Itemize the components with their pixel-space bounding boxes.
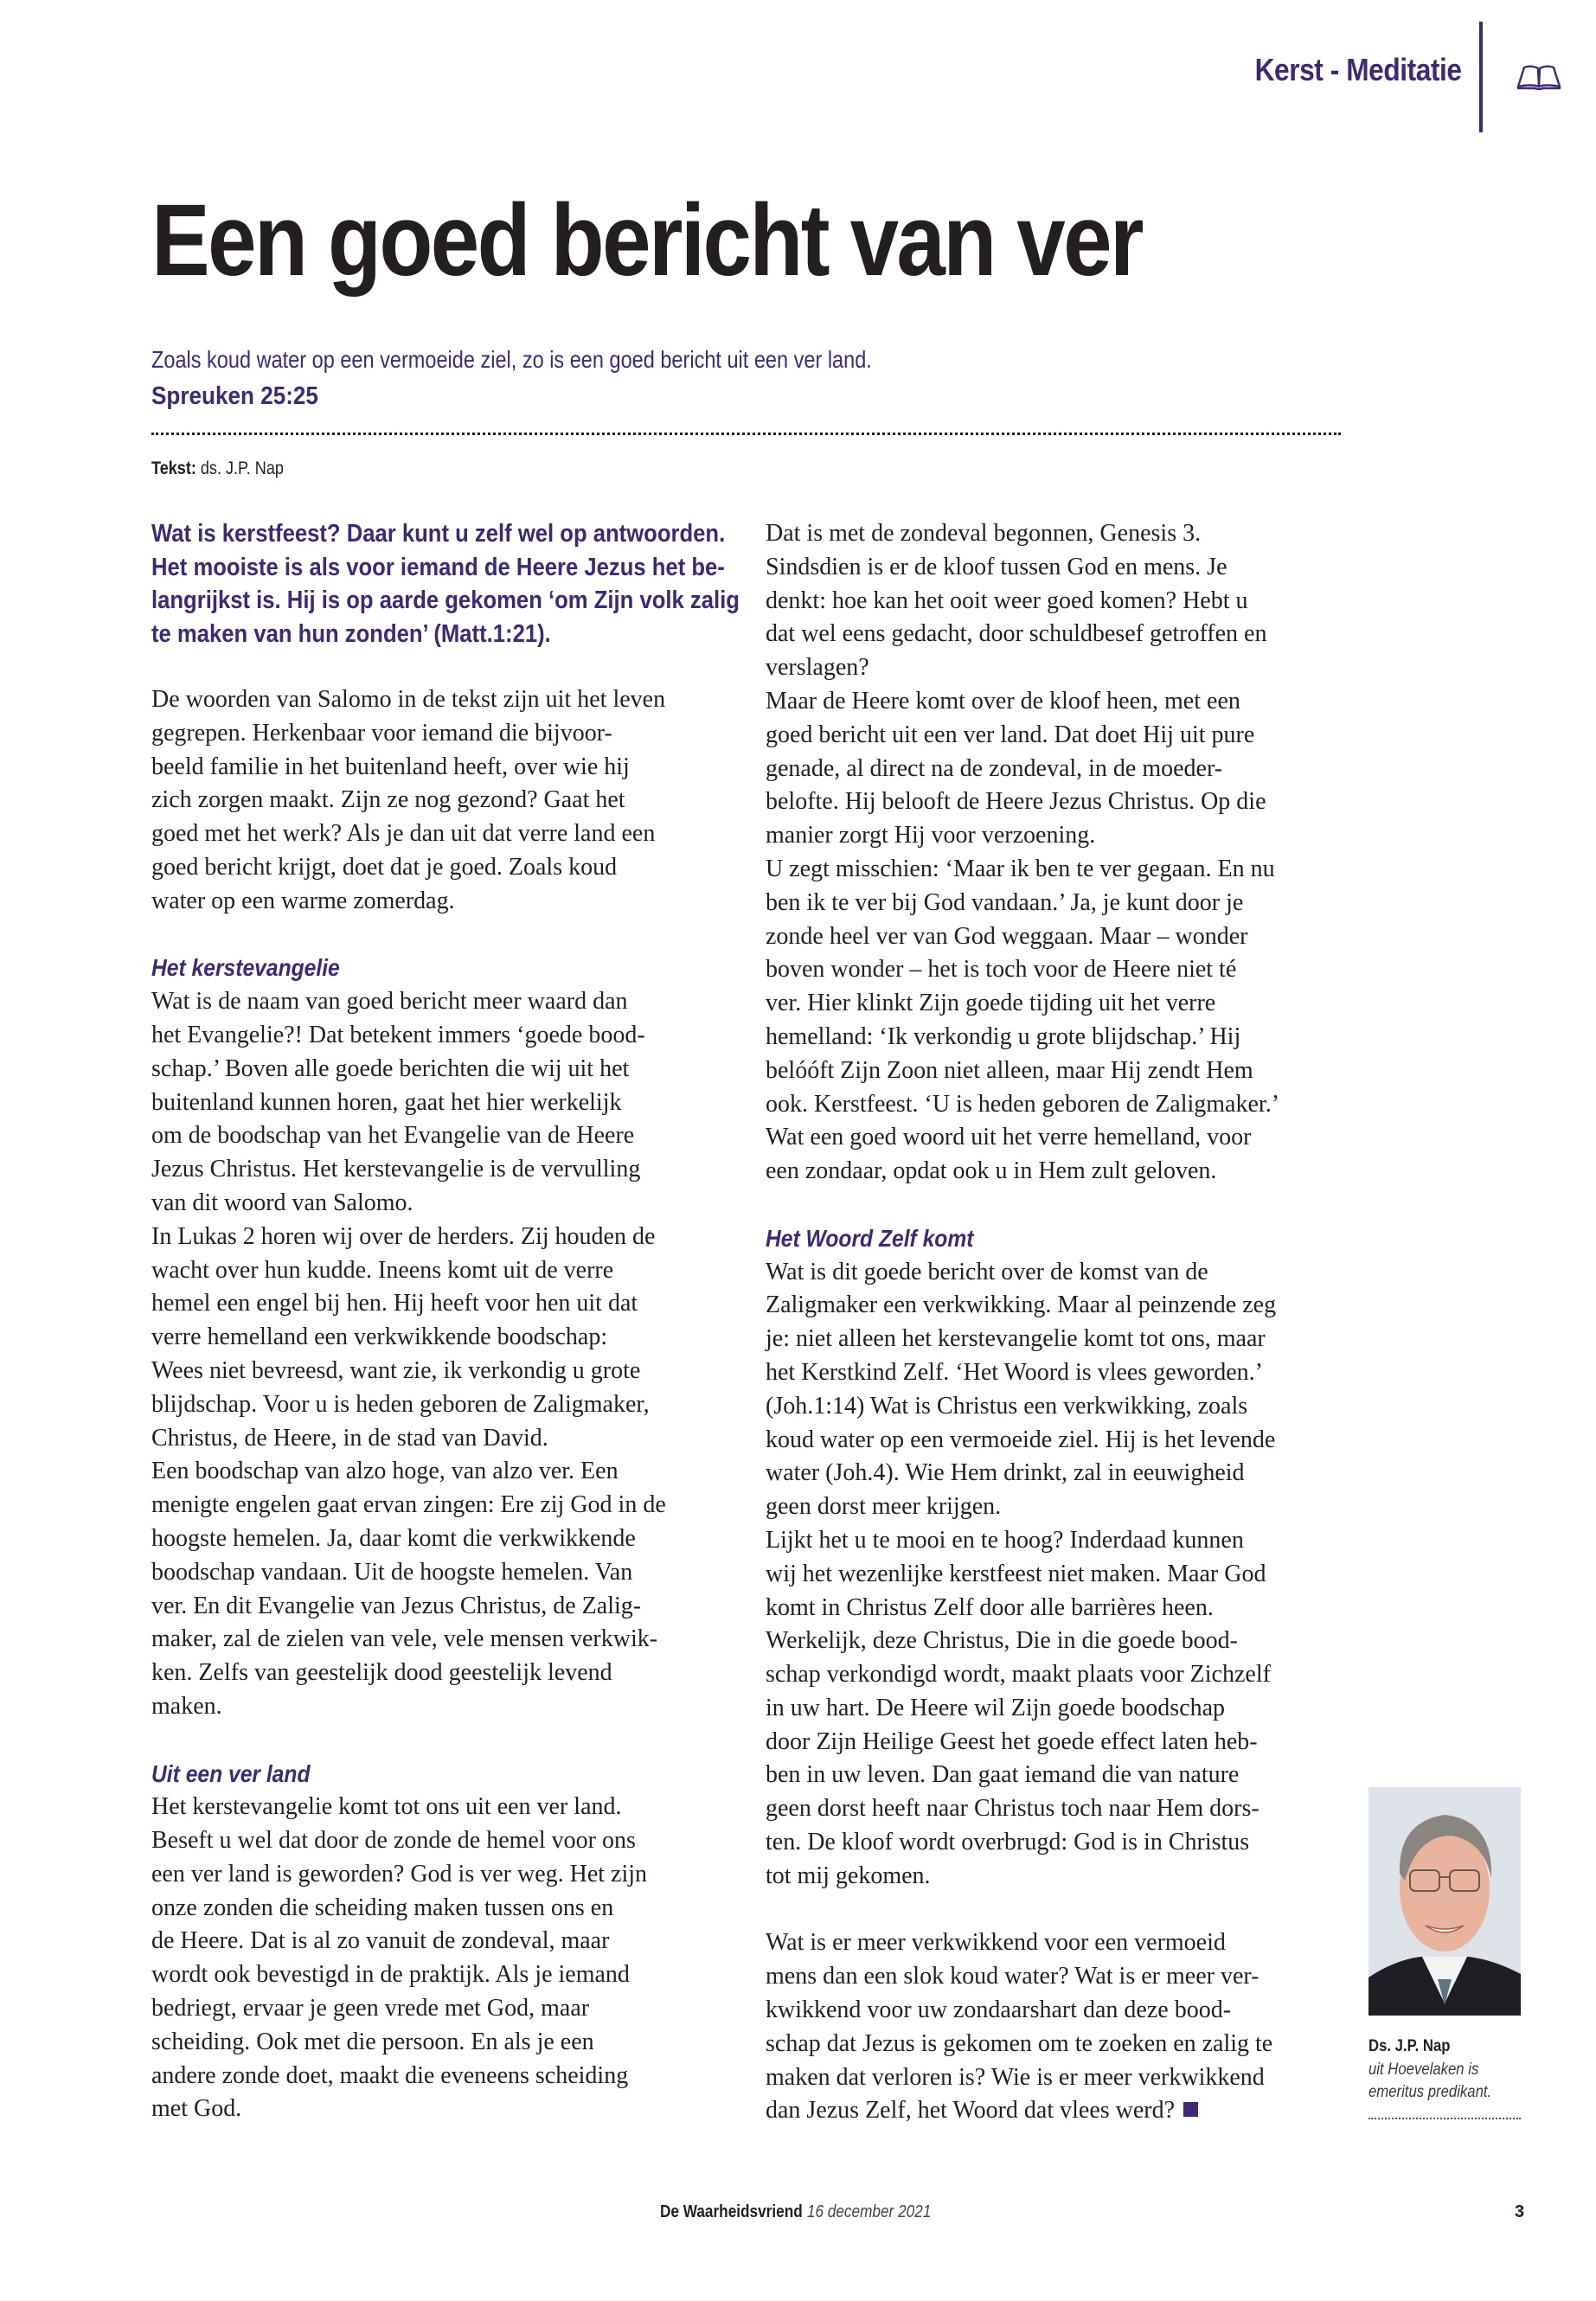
continued-paragraph [766, 517, 1336, 1189]
section-uit-een-ver-land [151, 1791, 722, 2126]
text-line: schap verkondigd wordt, maakt plaats voor Zichzelf [766, 1661, 1271, 1689]
text-line: ook. Kerstfeest. ‘U is heden geboren de Zaligmaker.’ [766, 1090, 1280, 1118]
dotted-divider [151, 433, 1341, 435]
text-line: Wat is kerstfeest? Daar kunt u zelf wel op antwoorden. [151, 520, 726, 548]
closing-paragraph [766, 1926, 1336, 2128]
text-line: hemel een engel bij hen. Hij heeft voor hen uit dat [151, 1290, 638, 1317]
text-line: Beseft u wel dat door de zonde de hemel voor ons [151, 1827, 636, 1855]
publication-date: 16 december 2021 [806, 2202, 932, 2221]
text-line: belóóft Zijn Zoon niet alleen, maar Hij zendt Hem [766, 1056, 1253, 1084]
text-line: (Joh.1:14) Wat is Christus een verkwikking, zoals [766, 1392, 1248, 1420]
text-line: een ver land is geworden? God is ver weg. Het zijn [151, 1860, 648, 1888]
text-line: zonde heel ver van God weggaan. Maar – wonder [766, 922, 1248, 950]
open-book-icon [1516, 62, 1562, 90]
lead-paragraph [151, 517, 740, 651]
text-line: beeld familie in het buitenland heeft, over wie hij [151, 753, 630, 780]
author-name: Ds. J.P. Nap [1368, 2037, 1451, 2055]
text-line: hemelland: ‘Ik verkondig u grote blijdschap.’ Hij [766, 1022, 1241, 1050]
text-line: zich zorgen maakt. Zijn ze nog gezond? Gaat het [151, 786, 625, 814]
text-line: in uw hart. De Heere wil Zijn goede boodschap [766, 1694, 1226, 1721]
end-of-article-mark [1183, 2102, 1198, 2117]
subhead-kerstevangelie: Het kerstevangelie [151, 954, 340, 982]
section-het-woord-zelf-komt [766, 1256, 1336, 1894]
text-line: ver. En dit Evangelie van Jezus Christus, de Zalig- [151, 1592, 642, 1619]
text-line: manier zorgt Hij voor verzoening. [766, 822, 1096, 849]
text-line: boodschap vandaan. Uit de hoogste hemelen. Van [151, 1558, 633, 1586]
text-line: het Kerstkind Zelf. ‘Het Woord is vlees geworden.’ [766, 1358, 1263, 1386]
text-line: schap dat Jezus is gekomen om te zoeken en zalig te [766, 2029, 1273, 2057]
text-line: geen dorst heeft naar Christus toch naar Hem dors- [766, 1795, 1259, 1823]
scripture-quote: Zoals koud water op een vermoeide ziel, zo is een goed bericht uit een ver land. [151, 346, 872, 373]
text-line: Christus, de Heere, in de stad van David. [151, 1424, 548, 1452]
text-line: verslagen? [766, 654, 869, 682]
text-line: hoogste hemelen. Ja, daar komt die verkwikkende [151, 1524, 636, 1552]
text-line: de Heere. Dat is al zo vanuit de zondeval, maar [151, 1927, 610, 1955]
byline-label: Tekst: [151, 458, 196, 478]
text-line: bedriegt, ervaar je geen vrede met God, maar [151, 1995, 590, 2022]
text-line: Wat is dit goede bericht over de komst van de [766, 1258, 1208, 1285]
text-line: water op een warme zomerdag. [151, 887, 455, 914]
text-line: Wat is er meer verkwikkend voor een vermoeid [766, 1929, 1226, 1957]
section-kerstevangelie [151, 985, 722, 1724]
text-line: met God. [151, 2095, 242, 2123]
publication-name: De Waarheidsvriend [660, 2202, 803, 2221]
text-line: Dat is met de zondeval begonnen, Genesis 3. [766, 520, 1202, 547]
text-line: belofte. Hij belooft de Heere Jezus Christus. Op die [766, 788, 1266, 816]
text-line: goed bericht krijgt, doet dat je goed. Zoals koud [151, 853, 618, 881]
text-line: onze zonden die scheiding maken tussen ons en [151, 1894, 614, 1921]
text-line: ver. Hier klinkt Zijn goede tijding uit het verre [766, 990, 1216, 1017]
text-line: Werkelijk, deze Christus, Die in die goede bood- [766, 1627, 1238, 1655]
text-line: Zaligmaker een verkwikking. Maar al peinzende zeg [766, 1292, 1277, 1319]
byline [151, 458, 284, 479]
text-line: scheiding. Ook met die persoon. En als je een [151, 2028, 594, 2055]
page-number: 3 [1515, 2202, 1525, 2221]
text-line: blijdschap. Voor u is heden geboren de Zaligmaker, [151, 1390, 650, 1418]
text-line: Wees niet bevreesd, want zie, ik verkondig u grote [151, 1356, 641, 1384]
text-line: je: niet alleen het kerstevangelie komt tot ons, maar [766, 1325, 1266, 1353]
text-line: In Lukas 2 horen wij over de herders. Zij houden de [151, 1222, 656, 1250]
text-line: maken. [151, 1692, 222, 1720]
byline-author: ds. J.P. Nap [200, 458, 284, 478]
text-line: ken. Zelfs van geestelijk dood geestelijk levend [151, 1659, 612, 1687]
text-line: U zegt misschien: ‘Maar ik ben te ver gegaan. En nu [766, 855, 1275, 882]
text-line: wordt ook bevestigd in de praktijk. Als je iemand [151, 1961, 630, 1989]
text-line: genade, al direct na de zondeval, in de moeder- [766, 754, 1223, 782]
text-line: boven wonder – het is toch voor de Heere niet té [766, 956, 1237, 984]
text-line: dan Jezus Zelf, het Woord dat vlees werd? [766, 2094, 1336, 2128]
text-line: wij het wezenlijke kerstfeest niet maken. Maar God [766, 1560, 1266, 1587]
left-column [151, 517, 740, 2126]
text-line: Sindsdien is er de kloof tussen God en mens. Je [766, 553, 1227, 580]
text-line: verre hemelland een verkwikkende boodschap: [151, 1324, 608, 1351]
text-line: Maar de Heere komt over de kloof heen, met een [766, 687, 1240, 715]
text-line: het Evangelie?! Dat betekent immers ‘goede bood- [151, 1021, 645, 1048]
header-divider [1479, 22, 1483, 132]
text-line: Lijkt het u te mooi en te hoog? Inderdaad kunnen [766, 1526, 1244, 1554]
text-line: Wat een goed woord uit het verre hemelland, voor [766, 1124, 1252, 1151]
text-line: van dit woord van Salomo. [151, 1189, 413, 1216]
text-line: water (Joh.4). Wie Hem drinkt, zal in eeuwigheid [766, 1459, 1245, 1487]
text-line: buitenland kunnen horen, gaat het hier werkelijk [151, 1088, 622, 1116]
text-line: kwikkend voor uw zondaarshart dan deze bood- [766, 1997, 1232, 2024]
text-line: denkt: hoe kan het ooit weer goed komen? Hebt u [766, 586, 1248, 614]
text-line: andere zonde doet, maakt die eveneens scheiding [151, 2061, 629, 2089]
author-photo [1368, 1787, 1521, 2016]
text-line: wacht over hun kudde. Ineens komt uit de verre [151, 1256, 614, 1284]
author-portrait-icon [1368, 1787, 1521, 2016]
text-line: maker, zal de zielen van vele, vele mensen verkwik- [151, 1625, 658, 1653]
subhead-uit-een-ver-land: Uit een ver land [151, 1759, 311, 1787]
section-label: Kerst - Meditatie [1255, 52, 1462, 87]
text-line: De woorden van Salomo in de tekst zijn uit het leven [151, 686, 666, 713]
text-line: ten. De kloof wordt overbrugd: God is in Christus [766, 1829, 1250, 1856]
text-line: maken dat verloren is? Wie is er meer verkwikkend [766, 2063, 1265, 2091]
text-line: tot mij gekomen. [766, 1862, 931, 1889]
text-line: te maken van hun zonden’ (Matt.1:21). [151, 619, 551, 648]
subhead-het-woord-zelf-komt: Het Woord Zelf komt [766, 1224, 974, 1252]
intro-paragraph [151, 683, 722, 919]
text-line: Het kerstevangelie komt tot ons uit een ver land. [151, 1793, 622, 1821]
author-description: uit Hoevelaken is emeritus predikant. [1368, 2061, 1492, 2101]
text-line: goed bericht uit een ver land. Dat doet Hij uit pure [766, 721, 1255, 748]
text-line: dat wel eens gedacht, door schuldbesef getroffen en [766, 620, 1267, 648]
text-line: goed met het werk? Als je dan uit dat verre land een [151, 820, 656, 848]
text-line: ben ik te ver bij God vandaan.’ Ja, je kunt door je [766, 888, 1244, 916]
text-line: Een boodschap van alzo hoge, van alzo ver. Een [151, 1458, 619, 1485]
text-line: een zondaar, opdat ook u in Hem zult geloven. [766, 1157, 1217, 1185]
text-line: geen dorst meer krijgen. [766, 1493, 1002, 1521]
text-line: door Zijn Heilige Geest het goede effect laten heb- [766, 1727, 1258, 1755]
text-line: Wat is de naam van goed bericht meer waard dan [151, 988, 628, 1016]
text-line: ben in uw leven. Dan gaat iemand die van nature [766, 1761, 1240, 1789]
text-line: menigte engelen gaat ervan zingen: Ere zij God in de [151, 1491, 666, 1519]
right-column [766, 517, 1336, 2128]
article-title: Een goed bericht van ver [151, 183, 1142, 298]
footer-publication [660, 2202, 931, 2222]
text-line: om de boodschap van het Evangelie van de Heere [151, 1122, 635, 1150]
text-line: langrijkst is. Hij is op aarde gekomen ‘om Zijn volk zalig [151, 586, 740, 614]
text-line: gegrepen. Herkenbaar voor iemand die bijvoor- [151, 719, 612, 747]
scripture-reference: Spreuken 25:25 [151, 382, 318, 410]
text-line: komt in Christus Zelf door alle barrières heen. [766, 1593, 1214, 1621]
text-line: Het mooiste is als voor iemand de Heere Jezus het be- [151, 553, 725, 581]
text-line: koud water op een vermoeide ziel. Hij is het levende [766, 1426, 1276, 1453]
text-line: Jezus Christus. Het kerstevangelie is de vervulling [151, 1156, 641, 1183]
author-box-divider [1368, 2118, 1521, 2119]
text-line: schap.’ Boven alle goede berichten die wij uit het [151, 1054, 630, 1082]
text-line: mens dan een slok koud water? Wat is er meer ver- [766, 1963, 1259, 1990]
